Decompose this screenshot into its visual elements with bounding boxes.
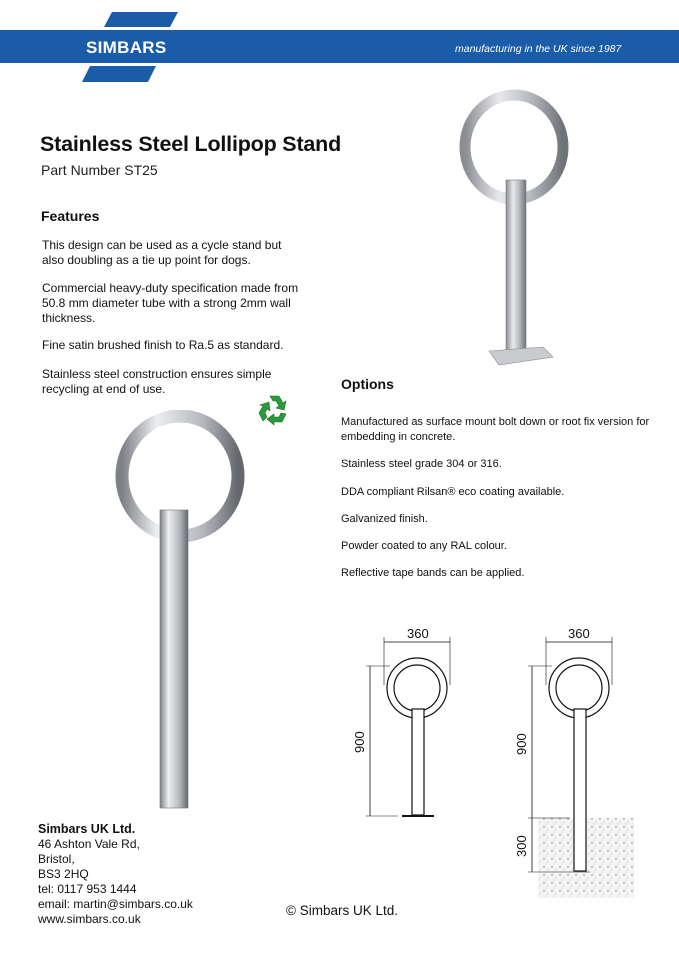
drawing-height-label: 900 — [352, 731, 367, 753]
option-item: Galvanized finish. — [341, 513, 428, 525]
feature-item: Stainless steel construction ensures simple recycling at end of use. — [42, 367, 272, 396]
option-item: Stainless steel grade 304 or 316. — [341, 458, 502, 470]
address-line: 46 Ashton Vale Rd, — [38, 837, 140, 851]
drawing-height-label: 900 — [514, 733, 529, 755]
option-item: Powder coated to any RAL colour. — [341, 540, 507, 552]
page-title: Stainless Steel Lollipop Stand — [40, 132, 342, 156]
feature-item: Commercial heavy-duty specification made from 50.8 mm diameter tube with a strong 2mm wall thickness. — [42, 281, 299, 325]
options-heading: Options — [341, 376, 394, 392]
contact-tel: tel: 0117 953 1444 — [38, 882, 137, 896]
company-name: Simbars UK Ltd. — [38, 822, 136, 836]
drawing-depth-label: 300 — [514, 835, 529, 857]
drawing-width-label: 360 — [568, 626, 590, 641]
option-item: Manufactured as surface mount bolt down or root fix version for embedding in concrete. — [341, 416, 650, 443]
brand-logo: SIMBARS — [86, 38, 167, 57]
option-item: DDA compliant Rilsan® eco coating available. — [341, 486, 565, 498]
features-heading: Features — [41, 208, 100, 224]
feature-item: This design can be used as a cycle stand but also doubling as a tie up point for dogs. — [42, 238, 282, 267]
contact-website[interactable]: www.simbars.co.uk — [38, 912, 141, 926]
copyright: © Simbars UK Ltd. — [286, 903, 398, 918]
contact-email[interactable]: email: martin@simbars.co.uk — [38, 897, 193, 911]
address-line: BS3 2HQ — [38, 867, 89, 881]
header-tagline: manufacturing in the UK since 1987 — [455, 43, 622, 55]
feature-item: Fine satin brushed finish to Ra.5 as standard. — [42, 338, 284, 352]
address-line: Bristol, — [38, 852, 75, 866]
recycle-icon — [255, 390, 295, 435]
option-item: Reflective tape bands can be applied. — [341, 567, 525, 579]
product-image-large — [110, 410, 250, 815]
drawing-width-label: 360 — [407, 626, 429, 641]
drawing-surface-mount — [350, 625, 470, 825]
product-image-small — [455, 85, 575, 375]
drawing-root-fix — [510, 625, 640, 905]
part-number: Part Number ST25 — [41, 162, 158, 178]
